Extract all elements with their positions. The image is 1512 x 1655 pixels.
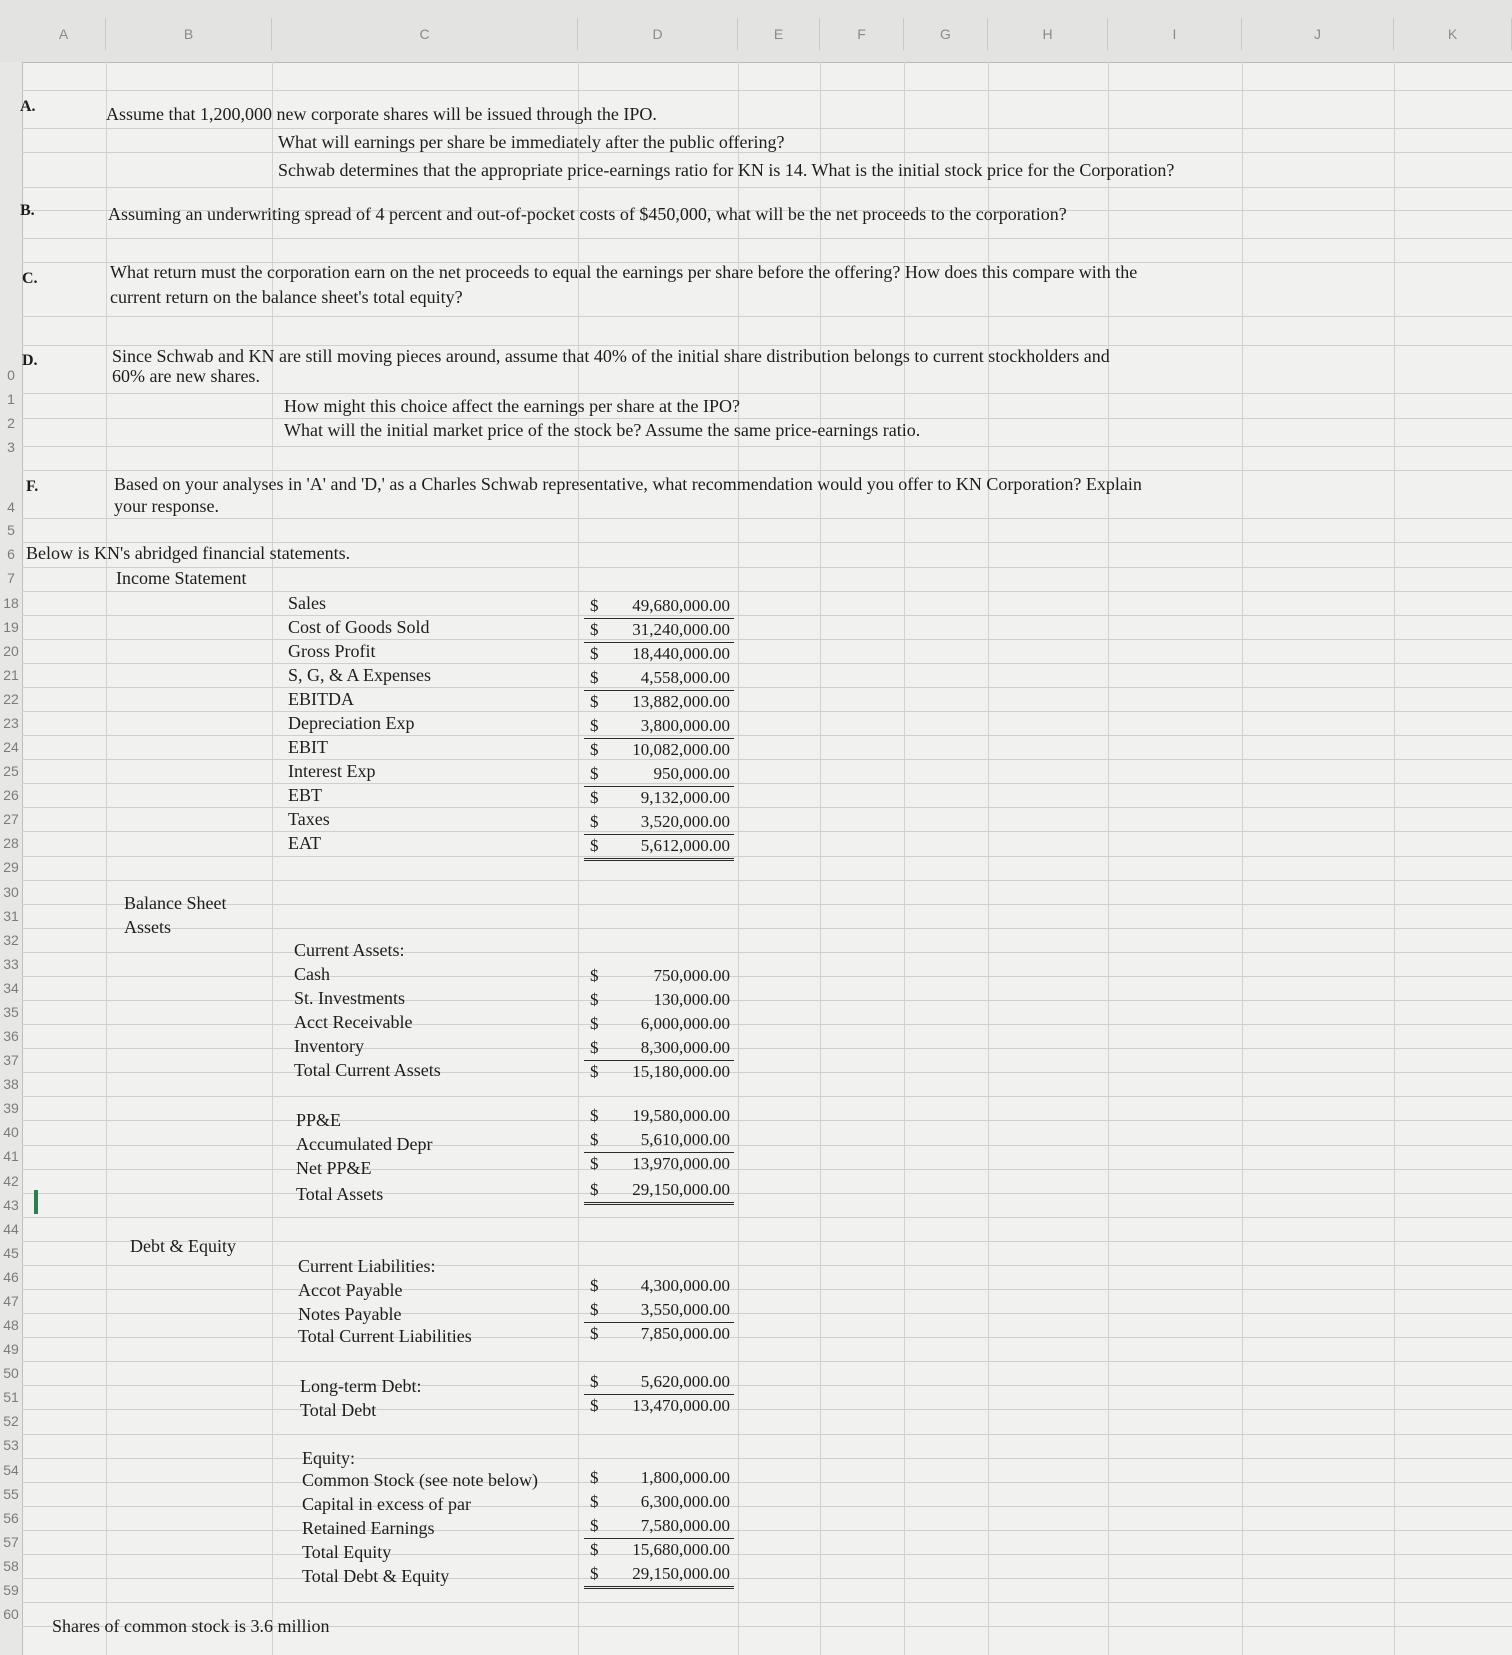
active-cell-indicator [34, 1190, 38, 1214]
income-row-label[interactable]: Gross Profit [288, 641, 376, 661]
liability-row-amount[interactable]: $ 3,550,000.00 [584, 1300, 734, 1323]
row-number[interactable]: 20 [3, 643, 19, 659]
equity-row-amount[interactable]: $ 6,300,000.00 [590, 1492, 730, 1511]
equity-row-amount[interactable]: $ 29,150,000.00 [584, 1564, 734, 1589]
question-d-label: D. [22, 352, 38, 369]
question-b-label: B. [20, 202, 35, 219]
income-row-amount[interactable]: $ 4,558,000.00 [584, 668, 734, 691]
asset-row-amount[interactable]: $ 13,970,000.00 [590, 1154, 730, 1173]
income-row-amount[interactable]: $ 9,132,000.00 [590, 788, 730, 807]
row-number[interactable]: 34 [3, 980, 19, 996]
row-number[interactable]: 26 [3, 787, 19, 803]
income-row-amount[interactable]: $ 18,440,000.00 [590, 644, 730, 663]
asset-row-amount[interactable]: $ 750,000.00 [590, 966, 730, 985]
question-a-label: A. [20, 98, 36, 115]
liability-row-amount[interactable]: $ 4,300,000.00 [590, 1276, 730, 1295]
row-number[interactable]: 0 [7, 367, 15, 383]
equity-row-label[interactable]: Total Debt & Equity [302, 1566, 450, 1586]
row-number[interactable]: 49 [3, 1341, 19, 1357]
question-c-label: C. [22, 270, 38, 287]
income-row-label[interactable]: EBT [288, 785, 322, 805]
row-number[interactable]: 28 [3, 835, 19, 851]
asset-row-amount[interactable]: $ 6,000,000.00 [590, 1014, 730, 1033]
question-d-line-1[interactable]: Since Schwab and KN are still moving pieces around, assume that 40% of the initial share distribution belongs to current stockholders and [112, 346, 1110, 366]
income-row-label[interactable]: Sales [288, 593, 326, 613]
long-term-row-label[interactable]: Total Debt [300, 1400, 377, 1420]
question-c-line-1[interactable]: What return must the corporation earn on the net proceeds to equal the earnings per share before the offering? How does this compare with the [110, 262, 1138, 282]
asset-row-amount[interactable]: $ 15,180,000.00 [590, 1062, 730, 1081]
asset-row-amount[interactable]: $ 19,580,000.00 [590, 1106, 730, 1125]
current-assets-header[interactable]: Current Assets: [294, 940, 405, 960]
asset-row-label[interactable]: Accumulated Depr [296, 1134, 433, 1154]
row-number[interactable]: 2 [7, 415, 15, 431]
long-term-row-amount[interactable]: $ 13,470,000.00 [590, 1396, 730, 1415]
row-number[interactable]: 27 [3, 811, 19, 827]
liability-row-label[interactable]: Accot Payable [298, 1280, 403, 1300]
asset-row-label[interactable]: Net PP&E [296, 1158, 372, 1178]
question-b-line-1[interactable]: Assuming an underwriting spread of 4 percent and out-of-pocket costs of $450,000, what will be the net proceeds to the corporation? [108, 204, 1067, 224]
row-number[interactable]: 55 [3, 1486, 19, 1502]
row-number[interactable]: 7 [7, 570, 15, 586]
asset-row-label[interactable]: PP&E [296, 1110, 342, 1130]
column-header-H[interactable]: H [988, 18, 1108, 50]
column-header-G[interactable]: G [904, 18, 988, 50]
row-number[interactable]: 51 [3, 1389, 19, 1405]
income-row-amount[interactable]: $ 3,800,000.00 [584, 716, 734, 739]
income-row-amount[interactable]: $ 31,240,000.00 [584, 620, 734, 643]
row-number[interactable]: 45 [3, 1245, 19, 1261]
row-number[interactable]: 57 [3, 1534, 19, 1550]
row-number[interactable]: 40 [3, 1124, 19, 1140]
income-row-amount[interactable]: $ 49,680,000.00 [584, 596, 734, 619]
row-number[interactable]: 52 [3, 1413, 19, 1429]
current-liabilities-header[interactable]: Current Liabilities: [298, 1256, 436, 1276]
equity-row-label[interactable]: Retained Earnings [302, 1518, 435, 1538]
row-number[interactable]: 50 [3, 1365, 19, 1381]
row-number[interactable]: 54 [3, 1462, 19, 1478]
question-a-line-3[interactable]: Schwab determines that the appropriate price-earnings ratio for KN is 14. What is the initial stock price for the Corporation? [278, 160, 1175, 180]
column-header-bar [0, 0, 1512, 63]
row-number[interactable]: 5 [7, 522, 15, 538]
asset-row-label[interactable]: Total Assets [296, 1184, 384, 1204]
row-number[interactable]: 39 [3, 1100, 19, 1116]
question-c-line-2[interactable]: current return on the balance sheet's total equity? [110, 287, 463, 307]
asset-row-label[interactable]: Acct Receivable [294, 1012, 413, 1032]
row-number[interactable]: 38 [3, 1076, 19, 1092]
row-number[interactable]: 30 [3, 884, 19, 900]
row-number[interactable]: 58 [3, 1558, 19, 1574]
income-row-label[interactable]: Interest Exp [288, 761, 376, 781]
income-row-label[interactable]: EBIT [288, 737, 328, 757]
row-number[interactable]: 37 [3, 1052, 19, 1068]
question-d-line-3[interactable]: How might this choice affect the earnings per share at the IPO? [284, 396, 741, 416]
row-number[interactable]: 31 [3, 908, 19, 924]
row-number[interactable]: 53 [3, 1437, 19, 1453]
row-number[interactable]: 18 [3, 595, 19, 611]
column-header-K[interactable]: K [1394, 18, 1512, 50]
row-number[interactable]: 48 [3, 1317, 19, 1333]
income-row-label[interactable]: S, G, & A Expenses [288, 665, 432, 685]
asset-row-label[interactable]: Cash [294, 964, 330, 984]
liability-row-label[interactable]: Notes Payable [298, 1304, 402, 1324]
question-a-line-2[interactable]: What will earnings per share be immediately after the public offering? [278, 132, 785, 152]
equity-row-label[interactable]: Capital in excess of par [302, 1494, 471, 1514]
income-statement-title[interactable]: Income Statement [116, 568, 247, 588]
liability-row-label[interactable]: Total Current Liabilities [298, 1326, 472, 1346]
column-header-F[interactable]: F [820, 18, 904, 50]
column-header-I[interactable]: I [1108, 18, 1242, 50]
long-term-row-amount[interactable]: $ 5,620,000.00 [584, 1372, 734, 1395]
row-number[interactable]: 1 [7, 391, 15, 407]
question-d-line-4[interactable]: What will the initial market price of the stock be? Assume the same price-earnings ratio. [284, 420, 921, 440]
income-row-label[interactable]: Taxes [288, 809, 330, 829]
row-number[interactable]: 41 [3, 1148, 19, 1164]
column-header-A[interactable]: A [22, 18, 106, 50]
income-row-label[interactable]: Cost of Goods Sold [288, 617, 430, 637]
asset-row-label[interactable]: Inventory [294, 1036, 364, 1056]
income-row-label[interactable]: Depreciation Exp [288, 713, 415, 733]
question-d-line-2[interactable]: 60% are new shares. [112, 366, 260, 386]
row-number[interactable]: 22 [3, 691, 19, 707]
equity-header[interactable]: Equity: [302, 1448, 355, 1468]
row-number[interactable]: 19 [3, 619, 19, 635]
column-header-J[interactable]: J [1242, 18, 1394, 50]
income-row-amount[interactable]: $ 10,082,000.00 [590, 740, 730, 759]
row-number[interactable]: 23 [3, 715, 19, 731]
equity-row-amount[interactable]: $ 7,580,000.00 [584, 1516, 734, 1539]
row-number[interactable]: 29 [3, 859, 19, 875]
income-row-amount[interactable]: $ 3,520,000.00 [584, 812, 734, 835]
question-a-line-1[interactable]: Assume that 1,200,000 new corporate shares will be issued through the IPO. [106, 104, 657, 124]
question-f-label: F. [26, 478, 39, 495]
income-row-amount[interactable]: $ 13,882,000.00 [590, 692, 730, 711]
row-number[interactable]: 36 [3, 1028, 19, 1044]
statements-intro[interactable]: Below is KN's abridged financial statements. [26, 543, 351, 563]
column-header-E[interactable]: E [738, 18, 820, 50]
row-number[interactable]: 3 [7, 439, 15, 455]
row-number[interactable]: 60 [3, 1606, 19, 1622]
column-header-B[interactable]: B [106, 18, 272, 50]
row-number[interactable]: 42 [3, 1173, 19, 1189]
income-row-amount[interactable]: $ 950,000.00 [584, 764, 734, 787]
asset-row-amount[interactable]: $ 8,300,000.00 [584, 1038, 734, 1061]
question-f-line-1[interactable]: Based on your analyses in 'A' and 'D,' as a Charles Schwab representative, what recommendation would you offer to KN Corporation? Explain [114, 474, 1142, 494]
equity-row-amount[interactable]: $ 15,680,000.00 [590, 1540, 730, 1559]
asset-row-amount[interactable]: $ 29,150,000.00 [584, 1180, 734, 1205]
income-row-label[interactable]: EBITDA [288, 689, 354, 709]
row-number-strip [0, 62, 23, 1655]
row-number[interactable]: 24 [3, 739, 19, 755]
column-header-D[interactable]: D [578, 18, 738, 50]
liability-row-amount[interactable]: $ 7,850,000.00 [590, 1324, 730, 1343]
row-number[interactable]: 56 [3, 1510, 19, 1526]
asset-row-amount[interactable]: $ 130,000.00 [590, 990, 730, 1009]
row-number[interactable]: 47 [3, 1293, 19, 1309]
row-number[interactable]: 46 [3, 1269, 19, 1285]
equity-row-label[interactable]: Total Equity [302, 1542, 392, 1562]
equity-row-amount[interactable]: $ 1,800,000.00 [590, 1468, 730, 1487]
row-number[interactable]: 25 [3, 763, 19, 779]
row-number[interactable]: 21 [3, 667, 19, 683]
income-row-label[interactable]: EAT [288, 833, 321, 853]
row-number[interactable]: 33 [3, 956, 19, 972]
row-number[interactable]: 6 [7, 546, 15, 562]
row-number[interactable]: 4 [7, 499, 15, 515]
equity-row-label[interactable]: Common Stock (see note below) [302, 1470, 538, 1490]
assets-title[interactable]: Assets [124, 917, 172, 937]
row-number[interactable]: 59 [3, 1582, 19, 1598]
balance-sheet-title[interactable]: Balance Sheet [124, 893, 227, 913]
debt-equity-title[interactable]: Debt & Equity [130, 1236, 236, 1256]
row-number[interactable]: 44 [3, 1221, 19, 1237]
income-row-amount[interactable]: $ 5,612,000.00 [584, 836, 734, 861]
column-header-C[interactable]: C [272, 18, 578, 50]
asset-row-label[interactable]: St. Investments [294, 988, 405, 1008]
shares-footnote[interactable]: Shares of common stock is 3.6 million [52, 1616, 330, 1636]
question-f-line-2[interactable]: your response. [114, 496, 219, 516]
row-number[interactable]: 43 [3, 1197, 19, 1213]
row-number[interactable]: 32 [3, 932, 19, 948]
asset-row-label[interactable]: Total Current Assets [294, 1060, 441, 1080]
long-term-row-label[interactable]: Long-term Debt: [300, 1376, 422, 1396]
asset-row-amount[interactable]: $ 5,610,000.00 [584, 1130, 734, 1153]
row-number[interactable]: 35 [3, 1004, 19, 1020]
